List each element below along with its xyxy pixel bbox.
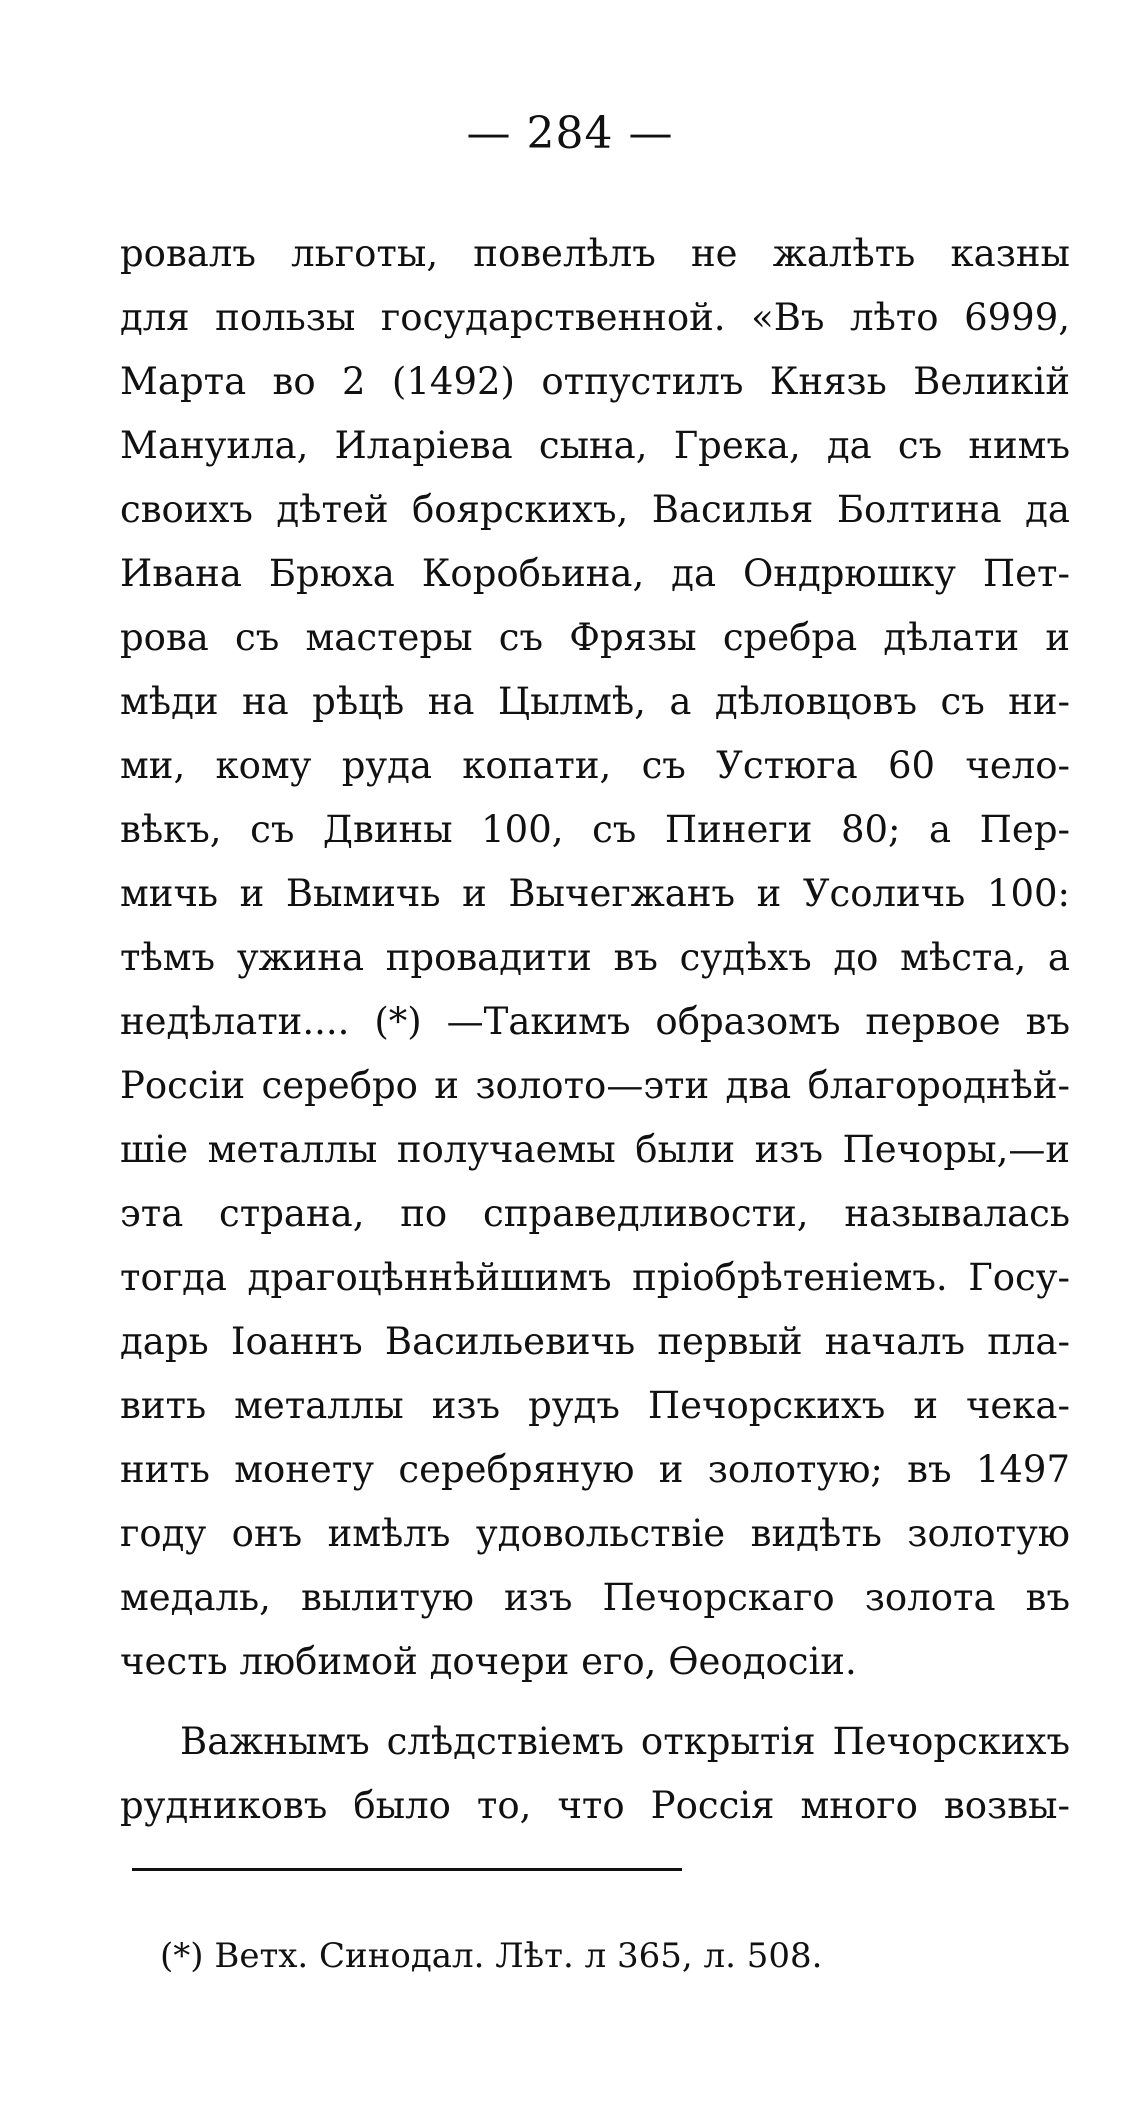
- text-line: честь любимой дочери его, Ѳеодосіи.: [120, 1640, 857, 1683]
- text-line: своихъ дѣтей боярскихъ, Василья Болтина да: [120, 488, 1070, 531]
- text-line: недѣлати.... (*) —Такимъ образомъ первое въ: [120, 1000, 1070, 1043]
- text-line: эта страна, по справедливости, называлась: [120, 1192, 1070, 1235]
- text-line: тогда драгоцѣннѣйшимъ пріобрѣтеніемъ. Госу-: [120, 1256, 1070, 1299]
- text-line: вить металлы изъ рудъ Печорскихъ и чека-: [120, 1384, 1070, 1427]
- footnote-divider: [132, 1868, 682, 1871]
- text-line: для пользы государственной. «Въ лѣто 6999,: [120, 296, 1070, 339]
- text-line: дарь Іоаннъ Васильевичь первый началъ пла-: [120, 1320, 1070, 1363]
- text-line: Мануила, Иларіева сына, Грека, да съ нимъ: [120, 424, 1070, 467]
- paragraph-main: [120, 222, 1070, 1694]
- text-line: мѣди на рѣцѣ на Цылмѣ, а дѣловцовъ съ ни-: [120, 680, 1070, 723]
- text-line: Важнымъ слѣдствіемъ открытія Печорскихъ: [180, 1720, 1070, 1763]
- footnote: (*) Ветх. Синодал. Лѣт. л 365, л. 508.: [160, 1936, 823, 1976]
- text-line: рудниковъ было то, что Россія много возвы-: [120, 1784, 1070, 1827]
- text-line: нить монету серебряную и золотую; въ 1497: [120, 1448, 1070, 1491]
- text-line: году онъ имѣлъ удовольствіе видѣть золотую: [120, 1512, 1070, 1555]
- text-line: тѣмъ ужина провадити въ судѣхъ до мѣста, а: [120, 936, 1070, 979]
- text-line: Россіи серебро и золото—эти два благороднѣй-: [120, 1064, 1070, 1107]
- text-line: Марта во 2 (1492) отпустилъ Князь Великій: [120, 360, 1070, 403]
- page-number: — 284 —: [466, 108, 674, 159]
- text-line: вѣкъ, съ Двины 100, съ Пинеги 80; а Пер-: [120, 808, 1070, 851]
- text-line: медаль, вылитую изъ Печорскаго золота въ: [120, 1576, 1070, 1619]
- text-line: шіе металлы получаемы были изъ Печоры,—и: [120, 1128, 1070, 1171]
- text-line: ровалъ льготы, повелѣлъ не жалѣть казны: [120, 232, 1070, 275]
- text-line: рова съ мастеры съ Фрязы сребра дѣлати и: [120, 616, 1070, 659]
- text-line: ми, кому руда копати, съ Устюга 60 чело-: [120, 744, 1070, 787]
- text-line: мичь и Вымичь и Вычегжанъ и Усоличь 100:: [120, 872, 1070, 915]
- text-line: Ивана Брюха Коробьина, да Ондрюшку Пет-: [120, 552, 1070, 595]
- paragraph-second: [120, 1710, 1070, 1838]
